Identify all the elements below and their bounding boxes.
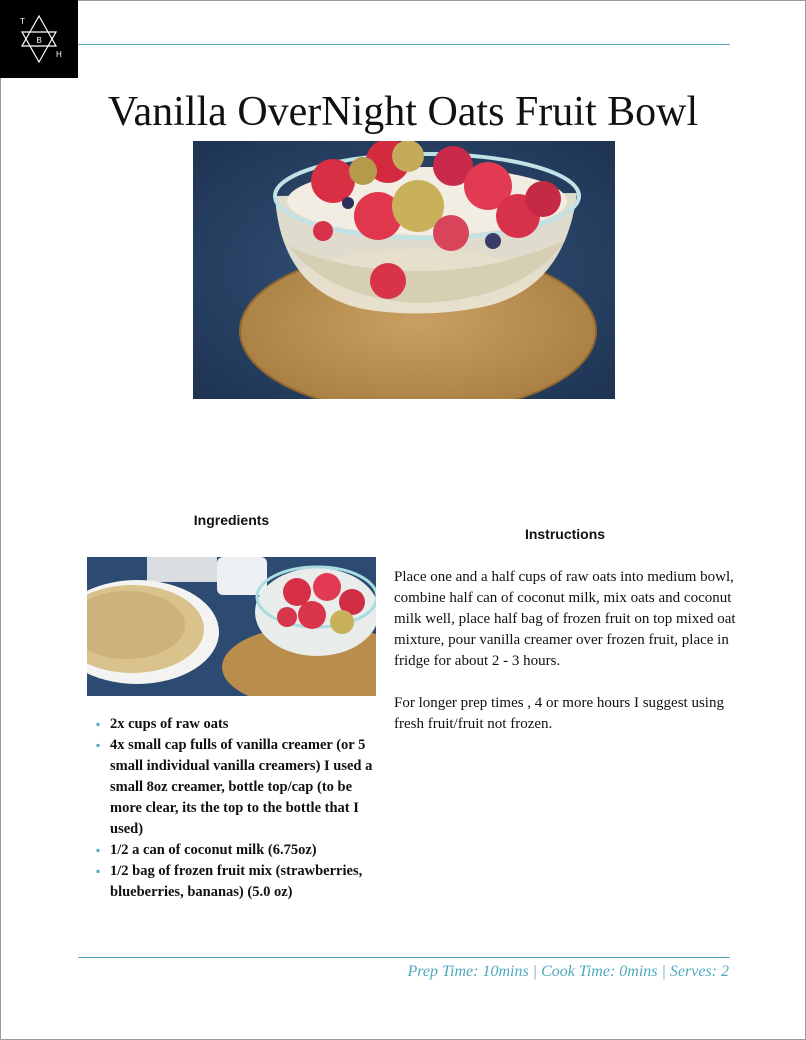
- list-item: [94, 840, 376, 861]
- instructions-heading: Instructions: [524, 526, 606, 542]
- brand-logo: [0, 0, 78, 78]
- header-divider: [78, 44, 730, 45]
- hero-photo: [193, 141, 615, 399]
- footer-divider: [78, 957, 730, 958]
- instructions-body: [394, 567, 739, 756]
- ingredient-text: 1/2 a can of coconut milk (6.75oz): [110, 842, 317, 858]
- list-item: [94, 735, 376, 840]
- ingredient-text: 1/2 bag of frozen fruit mix (strawberries, blueberries, bananas) (5.0 oz): [110, 863, 363, 900]
- recipe-meta: Prep Time: 10mins | Cook Time: 0mins | Serves: 2: [407, 963, 729, 980]
- ingredients-heading: Ingredients: [193, 512, 270, 528]
- list-item: [94, 714, 376, 735]
- ingredient-text: 4x small cap fulls of vanilla creamer (or 5 small individual vanilla creamers) I used a small 8oz creamer, bottle top/cap (to be more clear, its the top to the bottle that I used): [110, 737, 373, 837]
- logo-letter-h: H: [56, 50, 62, 59]
- logo-letter-b: B: [36, 36, 42, 45]
- ingredients-list: [94, 714, 376, 903]
- logo-letter-t: T: [20, 17, 25, 26]
- bullet-icon: ▪: [96, 738, 101, 752]
- instruction-paragraph: Place one and a half cups of raw oats into medium bowl, combine half can of coconut milk, mix oats and coconut milk well, place half bag of frozen fruit on top mixed oat mixture, pour vanilla creamer over frozen fruit, place in fridge for about 2 - 3 hours.: [394, 569, 736, 669]
- ingredients-photo: [87, 557, 376, 696]
- bullet-icon: ▪: [96, 864, 101, 878]
- recipe-title: Vanilla OverNight Oats Fruit Bowl: [107, 89, 699, 135]
- ingredient-text: 2x cups of raw oats: [110, 716, 229, 732]
- bullet-icon: ▪: [96, 843, 101, 857]
- list-item: [94, 861, 376, 903]
- bullet-icon: ▪: [96, 717, 101, 731]
- instruction-paragraph: For longer prep times , 4 or more hours I suggest using fresh fruit/fruit not frozen.: [394, 695, 724, 732]
